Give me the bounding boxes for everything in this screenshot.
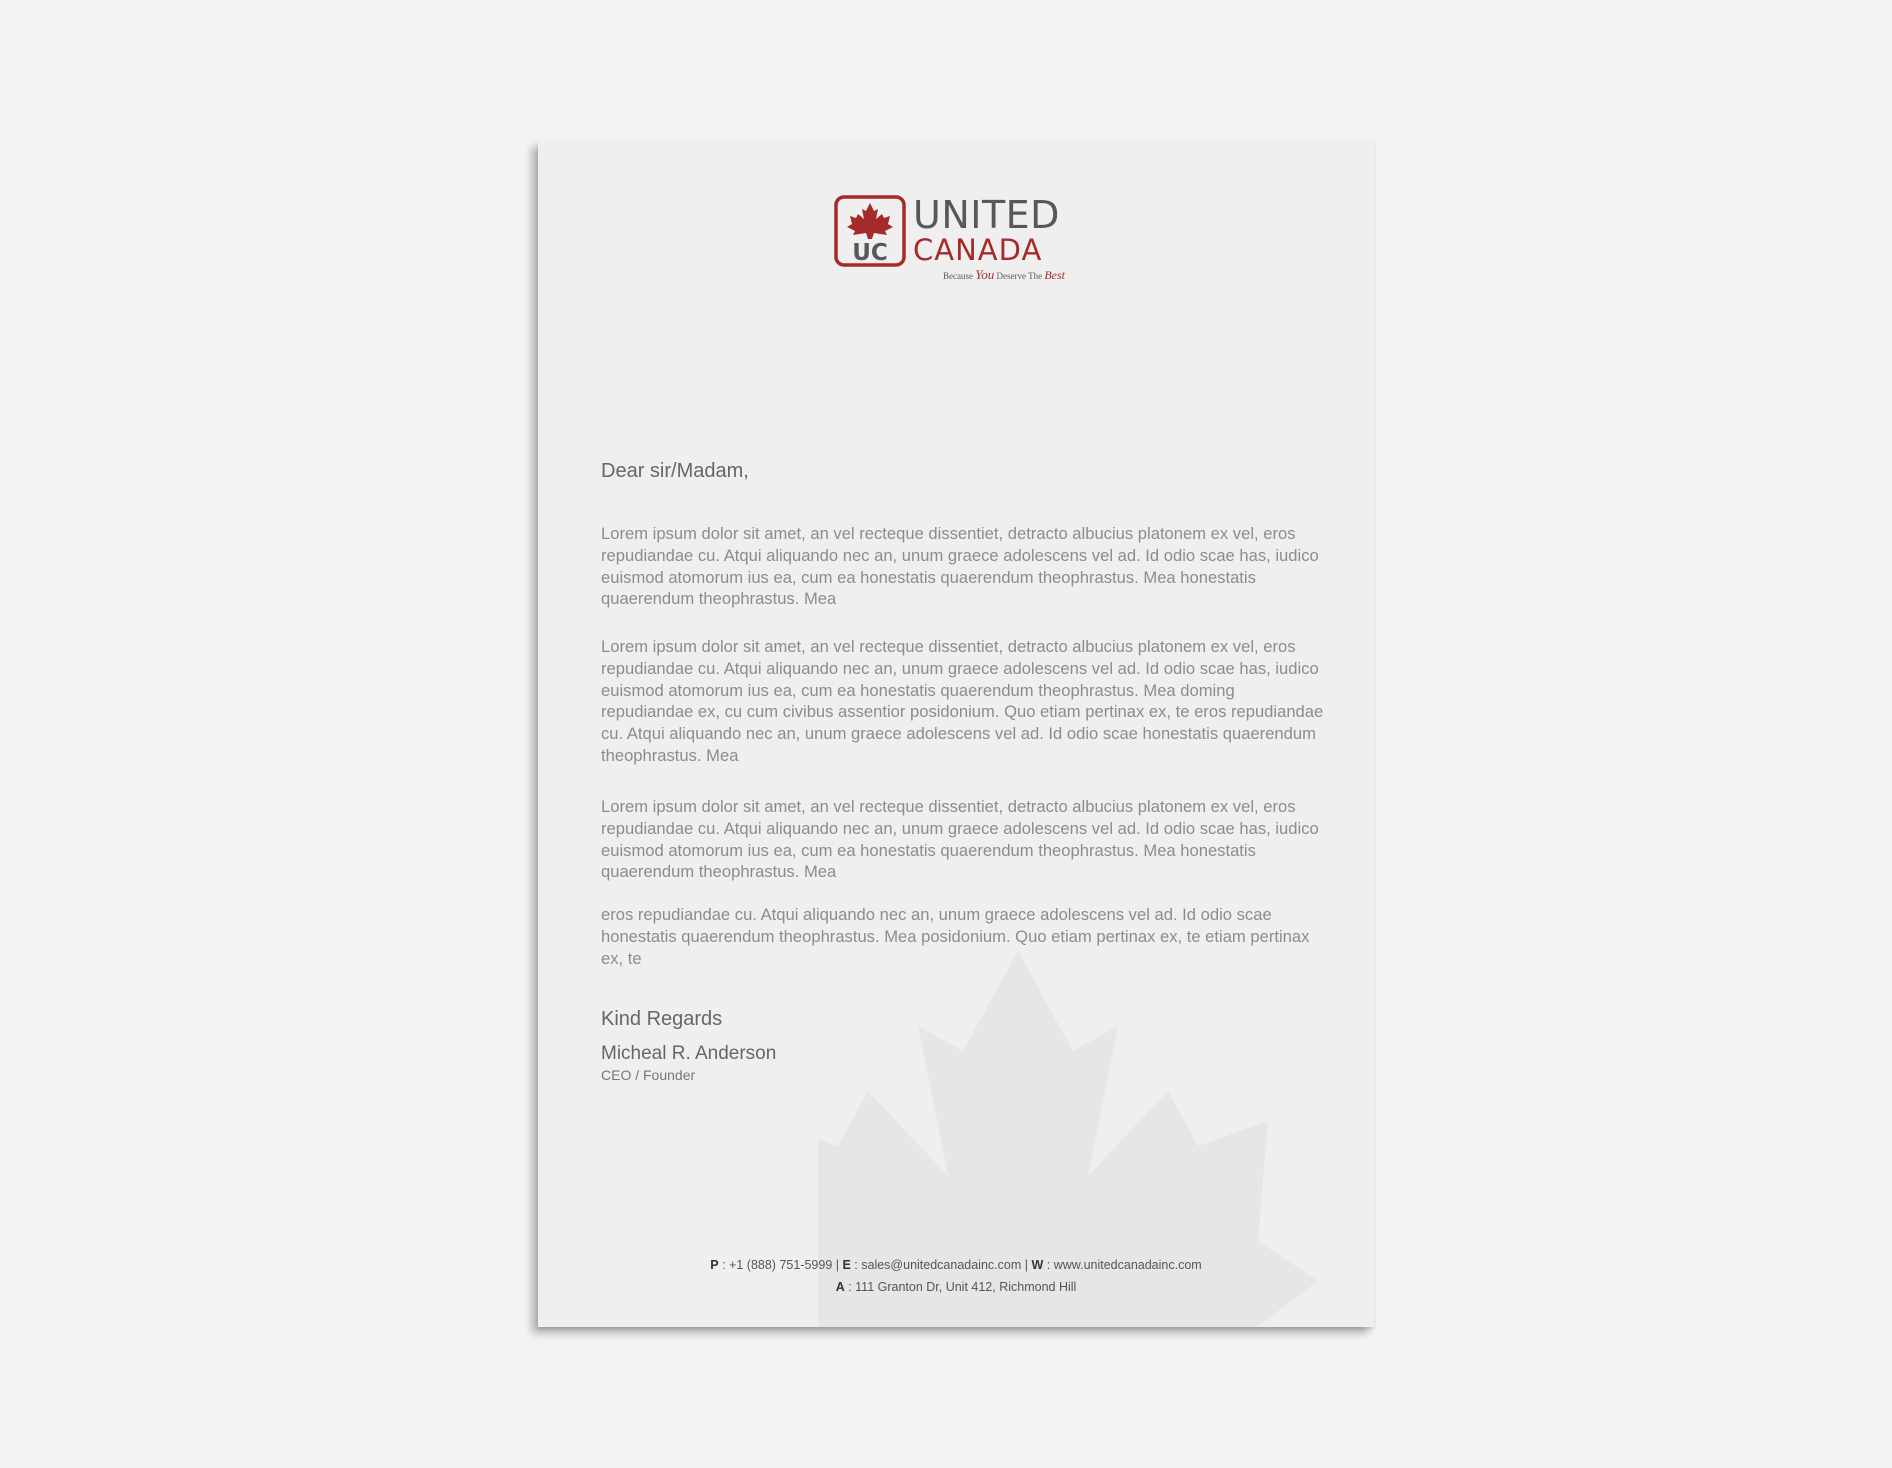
brand-tagline: Because You Deserve The Best (943, 267, 1066, 282)
footer-contact-line: P : +1 (888) 751-5999 | E : sales@unitedcanadainc.com | W : www.unitedcanadainc.com (710, 1258, 1202, 1272)
signer-name: Micheal R. Anderson (601, 1043, 777, 1064)
letter-paragraph-1: Lorem ipsum dolor sit amet, an vel recteque dissentiet, detracto albucius platonem ex vel, eros repudiandae cu. Atqui aliquando nec an, unum graece adolescens vel ad. Id odio scae has, iudico euismod atomorum ius ea, cum ea honestatis quaerendum theophrastus. Mea honestatis quaerendum theophrastus. Mea (601, 524, 1319, 609)
letterhead-sheet (538, 141, 1374, 1327)
footer-address: 111 Granton Dr, Unit 412, Richmond Hill (855, 1280, 1077, 1294)
footer-email: sales@unitedcanadainc.com (861, 1258, 1022, 1272)
logo-monogram: UC (852, 240, 888, 266)
footer-phone: +1 (888) 751-5999 (729, 1258, 833, 1272)
uc-maple-leaf-icon (834, 195, 906, 267)
letter-paragraph-2: Lorem ipsum dolor sit amet, an vel recteque dissentiet, detracto albucius platonem ex vel, eros repudiandae cu. Atqui aliquando nec an, unum graece adolescens vel ad. Id odio scae has, iudico euismod atomorum ius ea, cum ea honestatis quaerendum theophrastus. Mea doming repudiandae ex, cu cum civibus assentior posidonium. Quo etiam pertinax ex, te eros repudiandae cu. Atqui aliquando nec an, unum graece adolescens vel ad. Id odio scae honestatis quaerendum theophrastus. Mea (601, 637, 1324, 765)
brand-name-united: UNITED (913, 193, 1060, 237)
footer-address-line: A : 111 Granton Dr, Unit 412, Richmond Hill (835, 1280, 1077, 1294)
letter-closing: Kind Regards (601, 1008, 723, 1030)
letter-paragraph-3: Lorem ipsum dolor sit amet, an vel recteque dissentiet, detracto albucius platonem ex vel, eros repudiandae cu. Atqui aliquando nec an, unum graece adolescens vel ad. Id odio scae has, iudico euismod atomorum ius ea, cum ea honestatis quaerendum theophrastus. Mea honestatis quaerendum theophrastus. Mea (601, 797, 1319, 882)
brand-logo (834, 195, 1094, 287)
letter-greeting: Dear sir/Madam, (601, 460, 749, 482)
footer-website: www.unitedcanadainc.com (1053, 1258, 1202, 1272)
letter-paragraph-4: eros repudiandae cu. Atqui aliquando nec an, unum graece adolescens vel ad. Id odio scae honestatis quaerendum theophrastus. Mea posidonium. Quo etiam pertinax ex, te etiam pertinax ex, te (601, 905, 1310, 968)
signer-title: CEO / Founder (601, 1067, 696, 1083)
brand-name-canada: CANADA (913, 233, 1043, 267)
